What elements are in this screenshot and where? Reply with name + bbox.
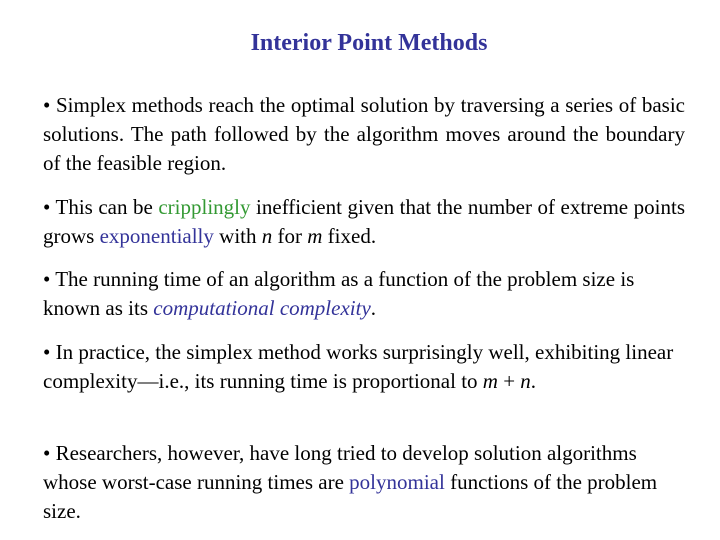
- bullet-linear-complexity: [43, 338, 685, 396]
- bullet-text: • Simplex methods reach the optimal solution by traversing a series of basic solutions. The path followed by the algorithm moves around the boundary of the feasible region.: [43, 93, 685, 175]
- plus-sign: +: [497, 369, 521, 393]
- bullet-inefficiency: [43, 193, 685, 251]
- bullet-text: inefficient given that the number of extreme points grows: [43, 195, 685, 248]
- slide-title: Interior Point Methods: [250, 30, 488, 56]
- bullet-text: • In practice, the simplex method works surprisingly well, exhibiting linear complexity—i.e., its running time is proportional to: [43, 340, 674, 393]
- bullet-text: fixed.: [322, 224, 377, 248]
- bullet-text: for: [272, 224, 308, 248]
- bullet-text: .: [530, 369, 537, 393]
- bullet-text: .: [370, 296, 377, 320]
- term-computational-complexity: computational complexity: [153, 296, 371, 320]
- bullet-text: • Researchers, however, have long tried to develop solution algorithms whose worst-case running times are: [43, 441, 637, 494]
- bullet-text: • This can be: [43, 195, 159, 219]
- highlight-exponentially: exponentially: [99, 224, 214, 248]
- bullet-text: functions of the problem size.: [43, 470, 658, 523]
- highlight-cripplingly: cripplingly: [158, 195, 251, 219]
- variable-n: n: [261, 224, 273, 248]
- bullet-polynomial-research: [43, 439, 685, 526]
- bullet-text: • The running time of an algorithm as a function of the problem size is known as its: [43, 267, 635, 320]
- variable-n: n: [520, 369, 531, 393]
- bullet-complexity-definition: [43, 265, 685, 323]
- bullet-simplex-path: [43, 91, 685, 178]
- bullet-text: with: [213, 224, 262, 248]
- variable-m: m: [482, 369, 498, 393]
- variable-m: m: [307, 224, 323, 248]
- highlight-polynomial: polynomial: [349, 470, 445, 494]
